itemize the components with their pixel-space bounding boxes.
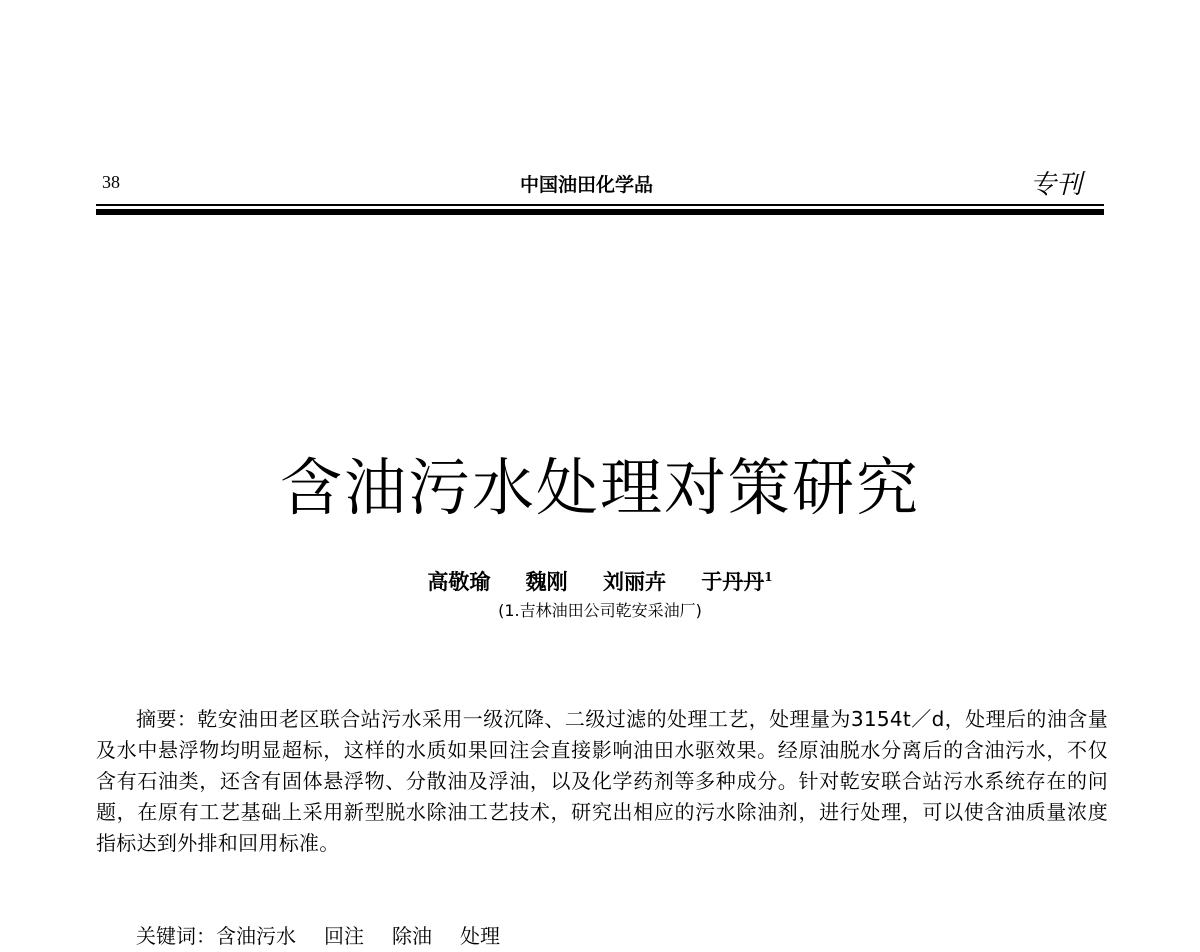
article-title: 含油污水处理对策研究: [279, 451, 920, 524]
author-list: [0, 566, 1200, 596]
author-name: 魏刚: [525, 569, 568, 594]
journal-name: 中国油田化学品: [520, 174, 654, 196]
page-number: 38: [102, 172, 120, 192]
keyword: 除油: [392, 924, 432, 948]
keywords-line: [136, 920, 500, 949]
keyword: 处理: [460, 924, 500, 948]
issue-label: 专刊: [1030, 170, 1083, 200]
abstract: 摘要：乾安油田老区联合站污水采用一级沉降、二级过滤的处理工艺，处理量为3154t／d，处理后的油含量及水中悬浮物均明显超标，这样的水质如果回注会直接影响油田水驱效果。经原油脱水分离后的含油污水，不仅含有石油类，还含有固体悬浮物、分散油及浮油，以及化学药剂等多种成分。针对乾安联合站污水系统存在的问题，在原有工艺基础上采用新型脱水除油工艺技术，研究出相应的污水除油剂，进行处理，可以使含油质量浓度指标达到外排和回用标准。: [96, 707, 1108, 855]
keywords-label: 关键词：: [136, 924, 216, 948]
keyword: 回注: [324, 924, 364, 948]
keyword: 含油污水: [216, 924, 296, 948]
affiliation: (1.吉林油田公司乾安采油厂): [498, 601, 702, 620]
author-superscript: 1: [764, 570, 773, 584]
header-rule-thin: [96, 204, 1104, 206]
author-name: 刘丽卉: [602, 569, 666, 594]
header-rule-thick: [96, 209, 1104, 215]
author-name: 于丹丹$^1$: [701, 569, 773, 594]
author-name: 高敬瑜: [427, 569, 491, 594]
